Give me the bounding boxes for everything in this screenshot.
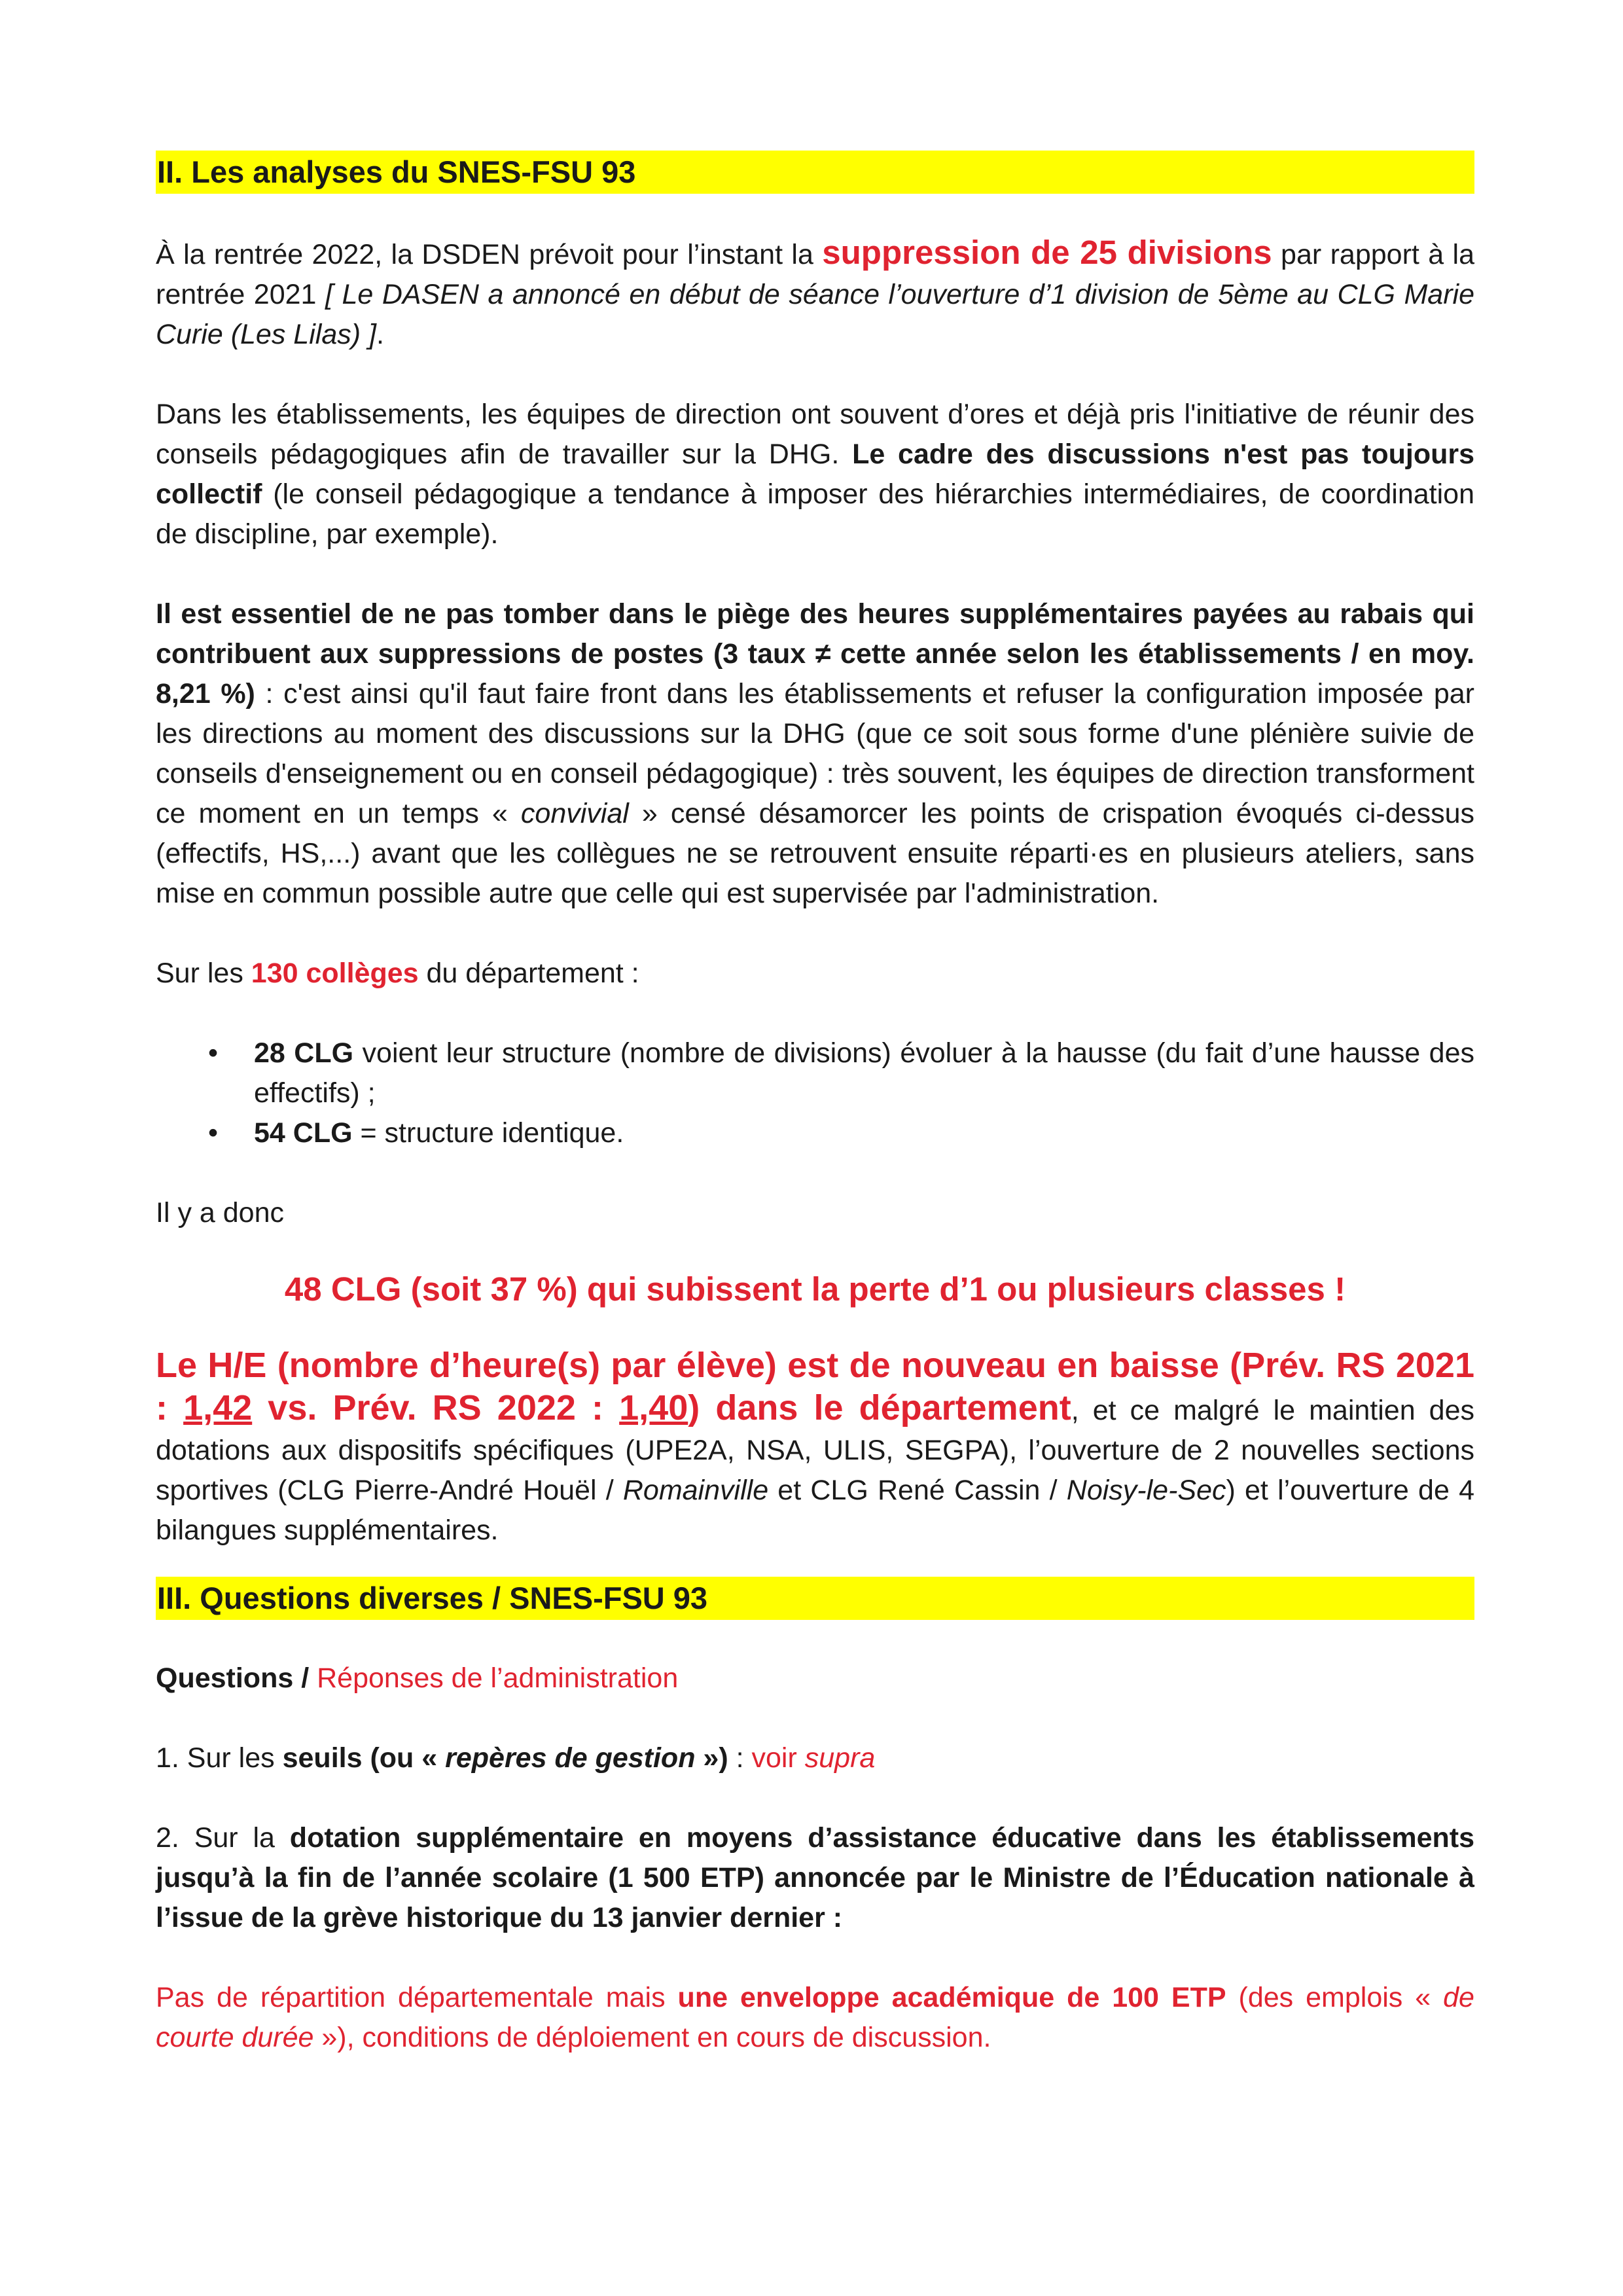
red-bold-run: vs. Prév. RS 2022 : [252,1388,620,1427]
red-run: »), conditions de déploiement en cours de discussion. [313,2022,991,2053]
text-run: : c'est ainsi qu'il faut faire front dans les établissements et refuser la configuration imposée par les directions au moment des discussions sur la DHG (que ce soit sous forme d'une plénière suivie de conseils d'enseignement ou en conseil pédagogique) : très souvent, les équipes de direction transforment ce moment en un temps « [156,678,1474,829]
bold-run: Il est essentiel de ne pas tomber dans le piège des heures supplémentaires payées au rabais qui contribuent aux suppressions de postes (3 taux ≠ cette année selon les établissements / en moy. 8,21 %) [156,598,1474,709]
college-count: 130 collèges [251,958,419,989]
text-run: par rapport à la rentrée 2021 [156,239,1475,310]
bullet-list [156,1033,1474,1153]
text-run: Dans les établissements, les équipes de direction ont souvent d’ores et déjà pris l'initiative de réunir des conseils pédagogiques afin de travailler sur la DHG. [156,399,1474,470]
red-bold-run: Le H/E (nombre d’heure(s) par élève) est de nouveau en baisse (Prév. RS 2021 : [156,1346,1474,1427]
red-run: Réponses de l’administration [317,1662,679,1694]
dasen-note: [ Le DASEN a annoncé en début de séance l’ouverture d’1 division de 5ème au CLG Marie Curie (Les Lilas) ] [156,279,1475,350]
red-run: Pas de répartition départementale mais [156,1982,678,2013]
bold-run: Questions / [156,1662,317,1694]
bold-run: 28 CLG [254,1037,354,1069]
bold-run: seuils (ou « [282,1742,446,1774]
bold-run: Le cadre des discussions n'est pas toujours collectif [156,439,1474,510]
paragraph-conseils [156,395,1474,554]
underlined-value: 1,42 [183,1388,253,1427]
bullet-icon: • [208,1117,219,1149]
text-run: voient leur structure (nombre de divisions) évoluer à la hausse (du fait d’une hausse des effectifs) ; [254,1037,1474,1109]
red-italic-run: de courte durée [156,1982,1474,2053]
bold-run: dotation supplémentaire en moyens d’assistance éducative dans les établissements jusqu’à la fin de l’année scolaire (1 500 ETP) annoncée par le Ministre de l’Éducation nationale à l’issue de la grève historique du 13 janvier dernier : [156,1822,1474,1933]
red-italic-run: supra [804,1742,876,1774]
red-bold-run: ) dans le département [688,1388,1071,1427]
paragraph-reponse-dotation [156,1978,1474,2058]
text-run: ) et l’ouverture de 4 bilangues supplémentaires. [156,1475,1474,1546]
section-heading-questions: III. Questions diverses / SNES-FSU 93 [156,1577,1474,1620]
suppression-highlight: suppression de 25 divisions [822,234,1272,271]
text-run: du département : [418,958,639,989]
paragraph-donc: Il y a donc [156,1197,284,1229]
text-run: 2. Sur la [156,1822,290,1854]
paragraph-heures-sup [156,594,1474,914]
text-run: À la rentrée 2022, la DSDEN prévoit pour l’instant la [156,239,823,270]
text-run: : [728,1742,752,1774]
list-item [156,1113,1474,1153]
italic-run: Noisy-le-Sec [1066,1475,1226,1506]
paragraph-dotation [156,1818,1474,1938]
red-run: (des emplois « [1226,1982,1444,2013]
bold-run: 54 CLG [254,1117,353,1149]
paragraph-h-e [156,1346,1474,1551]
text-run: » censé désamorcer les points de crispation évoqués ci-dessus (effectifs, HS,...) avant que les collègues ne se retrouvent ensuite réparti·es en plusieurs ateliers, sans mise en commun possible autre que celle qui est supervisée par l'administration. [156,798,1474,909]
paragraph-seuils [156,1738,1474,1778]
text-run: , et ce malgré le maintien des dotations aux dispositifs spécifiques (UPE2A, NSA, ULIS, SEGPA), l’ouverture de 2 nouvelles sections sportives (CLG Pierre-André Houël / [156,1395,1474,1506]
bold-run: ») [695,1742,728,1774]
italic-run: Romainville [622,1475,769,1506]
bullet-icon: • [208,1037,219,1069]
text-run: Sur les [156,958,251,989]
text-run: (le conseil pédagogique a tendance à imposer des hiérarchies intermédiaires, de coordination de discipline, par exemple). [156,478,1474,550]
red-bold-run: une enveloppe académique de 100 ETP [677,1982,1226,2013]
page-content [156,151,1474,2058]
text-run: 1. Sur les [156,1742,283,1774]
bold-italic-run: repères de gestion [445,1742,696,1774]
section-heading-analyses: II. Les analyses du SNES-FSU 93 [156,151,1474,194]
paragraph-colleges [156,954,1474,994]
underlined-value: 1,40 [619,1388,688,1427]
paragraph-suppression [156,232,1474,355]
text-run: = structure identique. [352,1117,624,1149]
paragraph-questions-reponses [156,1659,1474,1698]
italic-run: convivial [520,798,629,829]
red-run: voir [751,1742,805,1774]
text-run: et CLG René Cassin / [768,1475,1067,1506]
highlight-statement: 48 CLG (soit 37 %) qui subissent la perte d’1 ou plusieurs classes ! [284,1270,1346,1308]
list-item [156,1033,1474,1113]
text-run: . [376,319,384,350]
